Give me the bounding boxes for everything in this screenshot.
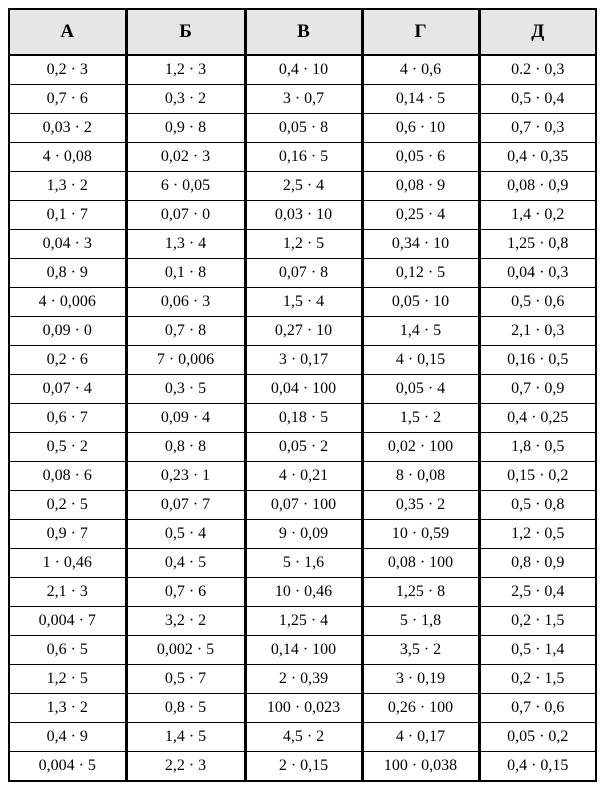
table-cell: 2 · 0,39 — [245, 665, 362, 694]
table-cell: 0,09 · 0 — [9, 317, 126, 346]
table-cell: 0,2 · 1,5 — [479, 665, 596, 694]
table-row — [9, 578, 596, 607]
table-row — [9, 491, 596, 520]
table-cell: 0,05 · 6 — [362, 143, 479, 172]
table-cell: 1,3 · 4 — [126, 230, 245, 259]
table-cell: 0,2 · 1,5 — [479, 607, 596, 636]
table-cell: 3,2 · 2 — [126, 607, 245, 636]
table-cell: 4 · 0,6 — [362, 55, 479, 85]
table-row — [9, 549, 596, 578]
table-cell: 0,12 · 5 — [362, 259, 479, 288]
table-cell: 0,04 · 0,3 — [479, 259, 596, 288]
table-cell: 2,1 · 0,3 — [479, 317, 596, 346]
table-row — [9, 520, 596, 549]
table-cell: 4 · 0,17 — [362, 723, 479, 752]
table-cell: 100 · 0,038 — [362, 752, 479, 782]
table-row — [9, 665, 596, 694]
table-cell: 0,2 · 6 — [9, 346, 126, 375]
table-cell: 2,5 · 0,4 — [479, 578, 596, 607]
table-cell: 0,09 · 4 — [126, 404, 245, 433]
table-cell: 1,5 · 2 — [362, 404, 479, 433]
table-cell: 0,4 · 9 — [9, 723, 126, 752]
column-header-v: В — [245, 9, 362, 55]
table-cell: 0,3 · 5 — [126, 375, 245, 404]
table-cell: 0,05 · 10 — [362, 288, 479, 317]
table-row — [9, 85, 596, 114]
table-cell: 0,07 · 8 — [245, 259, 362, 288]
table-cell: 0,08 · 6 — [9, 462, 126, 491]
table-cell: 0,34 · 10 — [362, 230, 479, 259]
table-cell: 0,004 · 7 — [9, 607, 126, 636]
table-row — [9, 346, 596, 375]
table-row — [9, 752, 596, 782]
table-cell: 0,25 · 4 — [362, 201, 479, 230]
table-cell: 2,1 · 3 — [9, 578, 126, 607]
column-header-b: Б — [126, 9, 245, 55]
table-cell: 0,06 · 3 — [126, 288, 245, 317]
table-cell: 1,2 · 3 — [126, 55, 245, 85]
exercise-table-container — [8, 8, 597, 782]
table-cell: 0,6 · 7 — [9, 404, 126, 433]
table-cell: 0,5 · 0,6 — [479, 288, 596, 317]
column-header-g: Г — [362, 9, 479, 55]
table-cell: 1 · 0,46 — [9, 549, 126, 578]
table-cell: 3 · 0,7 — [245, 85, 362, 114]
table-cell: 7 · 0,006 — [126, 346, 245, 375]
header-row — [9, 9, 596, 55]
table-row — [9, 433, 596, 462]
table-cell: 0,14 · 100 — [245, 636, 362, 665]
table-cell: 2,5 · 4 — [245, 172, 362, 201]
table-row — [9, 230, 596, 259]
table-cell: 1,3 · 2 — [9, 694, 126, 723]
table-cell: 10 · 0,46 — [245, 578, 362, 607]
table-cell: 4 · 0,15 — [362, 346, 479, 375]
table-cell: 1,4 · 5 — [126, 723, 245, 752]
table-cell: 0,08 · 0,9 — [479, 172, 596, 201]
table-cell: 0,4 · 0,15 — [479, 752, 596, 782]
table-cell: 3 · 0,19 — [362, 665, 479, 694]
column-header-d: Д — [479, 9, 596, 55]
table-cell: 4 · 0,21 — [245, 462, 362, 491]
table-cell: 2,2 · 3 — [126, 752, 245, 782]
table-cell: 0,08 · 100 — [362, 549, 479, 578]
table-cell: 1,25 · 4 — [245, 607, 362, 636]
table-cell: 0,05 · 0,2 — [479, 723, 596, 752]
table-cell: 4 · 0,006 — [9, 288, 126, 317]
table-cell: 0,5 · 2 — [9, 433, 126, 462]
table-cell: 100 · 0,023 — [245, 694, 362, 723]
table-cell: 2 · 0,15 — [245, 752, 362, 782]
table-header — [9, 9, 596, 55]
table-cell: 0,6 · 10 — [362, 114, 479, 143]
table-cell: 0,4 · 0,25 — [479, 404, 596, 433]
table-cell: 0,05 · 8 — [245, 114, 362, 143]
table-cell: 0,04 · 100 — [245, 375, 362, 404]
table-row — [9, 462, 596, 491]
table-cell: 0,5 · 4 — [126, 520, 245, 549]
table-cell: 0,1 · 7 — [9, 201, 126, 230]
table-cell: 0,05 · 4 — [362, 375, 479, 404]
table-cell: 0,07 · 4 — [9, 375, 126, 404]
table-cell: 0,9 · 8 — [126, 114, 245, 143]
table-row — [9, 317, 596, 346]
table-cell: 0,8 · 8 — [126, 433, 245, 462]
multiplication-exercise-table — [8, 8, 597, 782]
table-row — [9, 694, 596, 723]
table-row — [9, 143, 596, 172]
table-cell: 0,7 · 6 — [9, 85, 126, 114]
table-cell: 1,2 · 0,5 — [479, 520, 596, 549]
table-cell: 0,7 · 0,9 — [479, 375, 596, 404]
table-cell: 1,3 · 2 — [9, 172, 126, 201]
table-cell: 0,4 · 10 — [245, 55, 362, 85]
table-cell: 8 · 0,08 — [362, 462, 479, 491]
table-cell: 1,4 · 0,2 — [479, 201, 596, 230]
table-cell: 5 · 1,6 — [245, 549, 362, 578]
table-cell: 0,02 · 3 — [126, 143, 245, 172]
table-cell: 0,7 · 6 — [126, 578, 245, 607]
table-cell: 0,35 · 2 — [362, 491, 479, 520]
table-cell: 0,16 · 0,5 — [479, 346, 596, 375]
table-cell: 1,2 · 5 — [9, 665, 126, 694]
table-row — [9, 636, 596, 665]
table-row — [9, 114, 596, 143]
table-cell: 1,25 · 8 — [362, 578, 479, 607]
table-cell: 0,8 · 9 — [9, 259, 126, 288]
table-cell: 5 · 1,8 — [362, 607, 479, 636]
table-cell: 0,08 · 9 — [362, 172, 479, 201]
table-cell: 0,02 · 100 — [362, 433, 479, 462]
table-cell: 0,5 · 7 — [126, 665, 245, 694]
table-cell: 0,18 · 5 — [245, 404, 362, 433]
table-cell: 1,25 · 0,8 — [479, 230, 596, 259]
table-cell: 4,5 · 2 — [245, 723, 362, 752]
table-cell: 0,16 · 5 — [245, 143, 362, 172]
table-cell: 0,05 · 2 — [245, 433, 362, 462]
table-cell: 0,8 · 0,9 — [479, 549, 596, 578]
table-cell: 0,15 · 0,2 — [479, 462, 596, 491]
table-row — [9, 259, 596, 288]
table-cell: 0,3 · 2 — [126, 85, 245, 114]
table-row — [9, 375, 596, 404]
table-cell: 0,7 · 0,6 — [479, 694, 596, 723]
table-cell: 0,07 · 100 — [245, 491, 362, 520]
table-cell: 0,5 · 0,4 — [479, 85, 596, 114]
table-cell: 9 · 0,09 — [245, 520, 362, 549]
table-cell: 3,5 · 2 — [362, 636, 479, 665]
table-row — [9, 607, 596, 636]
table-row — [9, 288, 596, 317]
table-cell: 0,7 · 8 — [126, 317, 245, 346]
table-cell: 10 · 0,59 — [362, 520, 479, 549]
table-cell: 0,23 · 1 — [126, 462, 245, 491]
table-cell: 1,5 · 4 — [245, 288, 362, 317]
table-cell: 0,6 · 5 — [9, 636, 126, 665]
table-row — [9, 723, 596, 752]
column-header-a: А — [9, 9, 126, 55]
table-cell: 3 · 0,17 — [245, 346, 362, 375]
table-cell: 0,5 · 1,4 — [479, 636, 596, 665]
table-cell: 1,8 · 0,5 — [479, 433, 596, 462]
table-cell: 0,27 · 10 — [245, 317, 362, 346]
table-cell: 0,004 · 5 — [9, 752, 126, 782]
table-cell: 0,04 · 3 — [9, 230, 126, 259]
table-cell: 6 · 0,05 — [126, 172, 245, 201]
table-row — [9, 172, 596, 201]
table-cell: 0,9 · 7 — [9, 520, 126, 549]
table-cell: 0,4 · 5 — [126, 549, 245, 578]
table-cell: 1,2 · 5 — [245, 230, 362, 259]
table-cell: 0,26 · 100 — [362, 694, 479, 723]
table-cell: 0,8 · 5 — [126, 694, 245, 723]
table-cell: 0.2 · 0,3 — [479, 55, 596, 85]
table-cell: 0,07 · 7 — [126, 491, 245, 520]
table-cell: 0,1 · 8 — [126, 259, 245, 288]
table-cell: 4 · 0,08 — [9, 143, 126, 172]
table-row — [9, 201, 596, 230]
table-cell: 0,4 · 0,35 — [479, 143, 596, 172]
table-cell: 0,03 · 10 — [245, 201, 362, 230]
table-cell: 0,2 · 5 — [9, 491, 126, 520]
table-cell: 0,7 · 0,3 — [479, 114, 596, 143]
table-body — [9, 55, 596, 781]
table-cell: 0,5 · 0,8 — [479, 491, 596, 520]
table-cell: 0,2 · 3 — [9, 55, 126, 85]
table-cell: 0,07 · 0 — [126, 201, 245, 230]
table-row — [9, 55, 596, 85]
table-cell: 0,14 · 5 — [362, 85, 479, 114]
table-cell: 1,4 · 5 — [362, 317, 479, 346]
table-cell: 0,03 · 2 — [9, 114, 126, 143]
table-cell: 0,002 · 5 — [126, 636, 245, 665]
table-row — [9, 404, 596, 433]
